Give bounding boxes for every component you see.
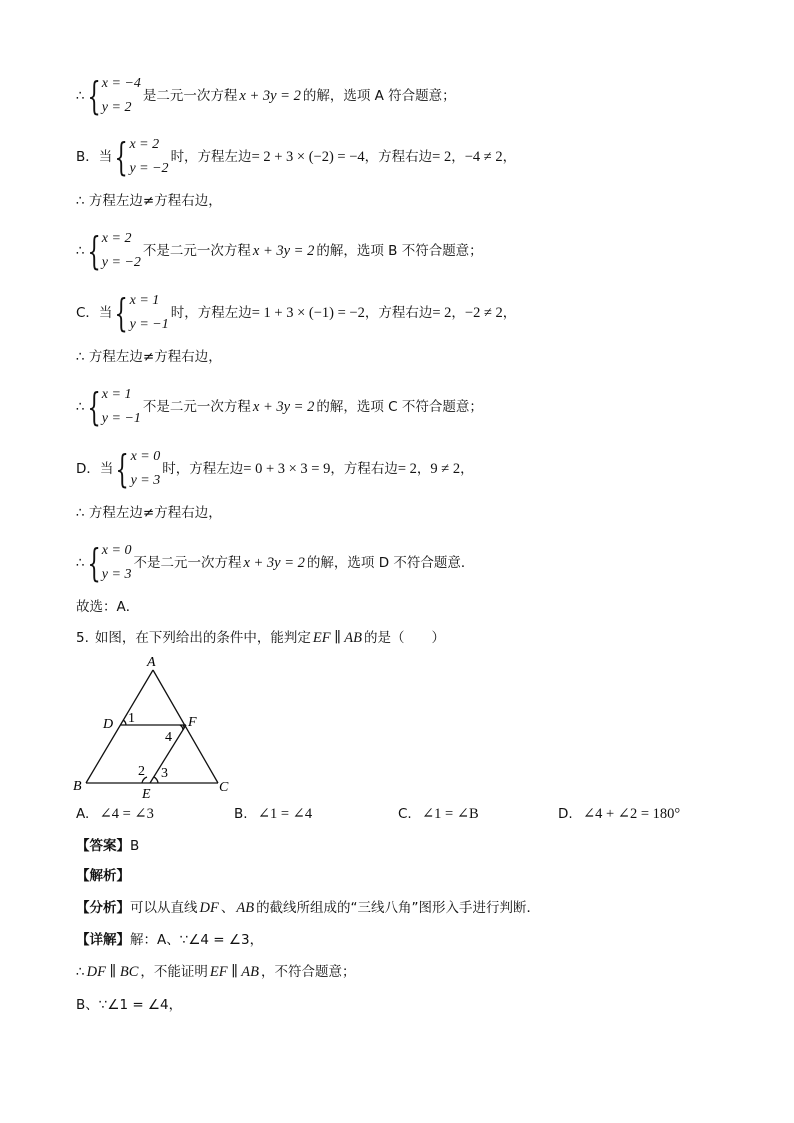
- solution-line-9: ∴ 方程左边≠方程右边，: [76, 505, 222, 521]
- equation-system: { x = 2 y = −2: [87, 229, 141, 273]
- label-D: D: [103, 717, 114, 732]
- solution-line-3: ∴ 方程左边≠方程右边，: [76, 193, 222, 209]
- fenxi-line: 【分析】 可以从直线 DF 、 AB 的截线所组成的“三线八角”图形入手进行判断．: [76, 900, 541, 916]
- label-3: 3: [161, 766, 168, 781]
- question-5: 5. 如图，在下列给出的条件中，能判定 EF ∥ AB 的是（ ）: [76, 630, 446, 646]
- label-B: B: [73, 779, 82, 794]
- answer-line: 【答案】 B: [76, 838, 140, 854]
- solution-line-8: D．当 { x = 0 y = 3 时，方程左边 = 0 + 3 × 3 = 9 ，方程右边 = 2 ， 9 ≠ 2 ，: [76, 447, 474, 491]
- label-E: E: [142, 787, 151, 802]
- equation-system: { x = 1 y = −1: [87, 385, 141, 429]
- equation-system: { x = 1 y = −1: [114, 291, 169, 335]
- detail-line: 【详解】 解：A、∵∠4 = ∠3，: [76, 932, 264, 948]
- solution-line-7: ∴ { x = 1 y = −1 不是二元一次方程 x + 3y = 2 的解，选项 C 不符合题意；: [76, 385, 483, 429]
- solution-line-10: ∴ { x = 0 y = 3 不是二元一次方程 x + 3y = 2 的解，选项 D 不符合题意．: [76, 541, 475, 585]
- analysis-label: 【解析】: [76, 868, 130, 884]
- solution-line-2: B．当 { x = 2 y = −2 时，方程左边 = 2 + 3 × (−2) = −4 ，方程右边 = 2 ， −4 ≠ 2 ，: [76, 135, 517, 179]
- equation-system: { x = 0 y = 3: [87, 541, 132, 585]
- detail-line-3: B、∵∠1 = ∠4，: [76, 997, 183, 1013]
- therefore-symbol: ∴: [76, 88, 85, 104]
- option-c[interactable]: C. ∠1 = ∠B: [398, 806, 479, 822]
- label-2: 2: [138, 764, 145, 779]
- equation-system: { x = 2 y = −2: [114, 135, 169, 179]
- conclusion: 故选：A．: [76, 599, 140, 615]
- label-F: F: [188, 715, 197, 730]
- option-a[interactable]: A. ∠4 = ∠3: [76, 806, 154, 822]
- detail-line-2: ∴ DF ∥ BC ，不能证明 EF ∥ AB ，不符合题意；: [76, 964, 356, 980]
- label-A: A: [147, 655, 156, 670]
- label-4: 4: [165, 730, 172, 745]
- solution-line-4: ∴ { x = 2 y = −2 不是二元一次方程 x + 3y = 2 的解，选项 B 不符合题意；: [76, 229, 483, 273]
- equation-system: { x = 0 y = 3: [115, 447, 161, 491]
- solution-line-5: C．当 { x = 1 y = −1 时，方程左边 = 1 + 3 × (−1) = −2 ，方程右边 = 2 ， −2 ≠ 2 ，: [76, 291, 517, 335]
- solution-line-1: ∴ { x = −4 y = 2 是二元一次方程 x + 3y = 2 的解，选项 A 符合题意；: [76, 74, 456, 118]
- solution-line-6: ∴ 方程左边≠方程右边，: [76, 349, 222, 365]
- geometry-figure: [70, 652, 240, 802]
- label-C: C: [219, 780, 229, 795]
- equation-system: { x = −4 y = 2: [87, 74, 141, 118]
- label-1: 1: [128, 711, 135, 726]
- option-d[interactable]: D. ∠4 + ∠2 = 180°: [558, 806, 681, 822]
- option-b[interactable]: B. ∠1 = ∠4: [234, 806, 313, 822]
